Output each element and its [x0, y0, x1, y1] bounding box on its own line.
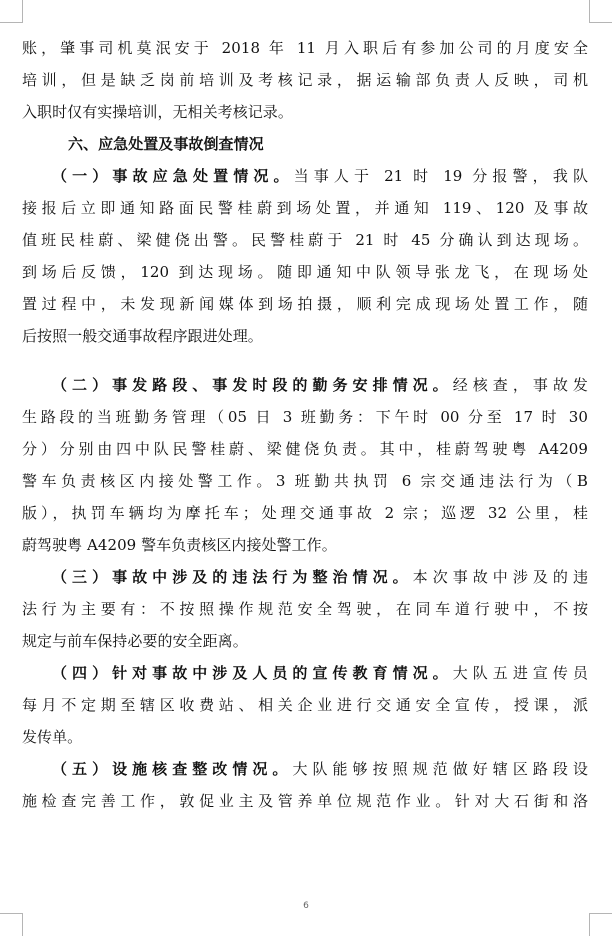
text-line: 入职时仅有实操培训，无相关考核记录。: [22, 103, 293, 121]
text-line: 蔚驾驶粤 A4209 警车负责核区内接处警工作。: [22, 536, 337, 554]
text-line: 到场后反馈，120 到达现场。随即通知中队领导张龙飞，在现场处: [22, 263, 588, 281]
crop-mark-top-left: [0, 0, 23, 23]
paragraph-4-heading: （四）针对事故中涉及人员的宣传教育情况。: [52, 664, 453, 682]
text-line: 版），执罚车辆均为摩托车；处理交通事故 2 宗；巡逻 32 公里，桂: [22, 504, 588, 522]
text-line: 发传单。: [22, 728, 83, 746]
text-line: 后按照一般交通事故程序跟进处理。: [22, 327, 263, 345]
text-line: 规定与前车保持必要的安全距离。: [22, 632, 248, 650]
text-line: 分）分别由四中队民警桂蔚、梁健侥负责。其中，桂蔚驾驶粤 A4209: [22, 440, 588, 458]
body-text: [22, 0, 588, 817]
paragraph-5-heading: （五）设施核查整改情况。: [52, 760, 293, 778]
crop-mark-bottom-right: [589, 913, 612, 936]
text-line: 生路段的当班勤务管理（05 日 3 班勤务：下午时 00 分至 17 时 30: [22, 408, 588, 426]
text-line: 施检查完善工作，敦促业主及管养单位规范作业。针对大石街和洛: [22, 792, 588, 810]
paragraph-3-first-line: [22, 561, 588, 593]
paragraph-1-heading: （一）事故应急处置情况。: [52, 167, 294, 185]
paragraph-4-lead: 大队五进宣传员: [452, 664, 588, 682]
crop-mark-top-right: [589, 0, 612, 23]
paragraph-2-heading: （二）事发路段、事发时段的勤务安排情况。: [52, 376, 453, 394]
text-line: 接报后立即通知路面民警桂蔚到场处置，并通知 119、120 及事故: [22, 199, 588, 217]
text-line: 每月不定期至辖区收费站、相关企业进行交通安全宣传，授课，派: [22, 696, 588, 714]
paragraph-3-lead: 本次事故中涉及的违: [412, 568, 588, 586]
text-line: 警车负责核区内接处警工作。3 班勤共执罚 6 宗交通违法行为（B: [22, 472, 588, 490]
paragraph-3-heading: （三）事故中涉及的违法行为整治情况。: [52, 568, 413, 586]
paragraph-2-lead: 经核查，事故发: [452, 376, 588, 394]
text-line: 法行为主要有：不按照操作规范安全驾驶，在同车道行驶中，不按: [22, 600, 588, 618]
section-heading: 六、应急处置及事故倒查情况: [68, 135, 264, 153]
paragraph-5-first-line: [22, 753, 588, 785]
page-number: 6: [303, 901, 309, 911]
text-line: 值班民桂蔚、梁健侥出警。民警桂蔚于 21 时 45 分确认到达现场。: [22, 231, 588, 249]
text-line: 培训，但是缺乏岗前培训及考核记录，据运输部负责人反映，司机: [22, 71, 588, 89]
text-line: 置过程中，未发现新闻媒体到场拍摄，顺利完成现场处置工作，随: [22, 295, 588, 313]
paragraph-2-first-line: [22, 369, 588, 401]
paragraph-1-first-line: [22, 160, 588, 192]
paragraph-4-first-line: [22, 657, 588, 689]
paragraph-5-lead: 大队能够按照规范做好辖区路段设: [292, 760, 588, 778]
text-line: 账，肇事司机莫泯安于 2018 年 11 月入职后有参加公司的月度安全: [22, 39, 588, 57]
crop-mark-bottom-left: [0, 913, 23, 936]
paragraph-1-lead: 当事人于 21 时 19 分报警，我队: [293, 167, 588, 185]
